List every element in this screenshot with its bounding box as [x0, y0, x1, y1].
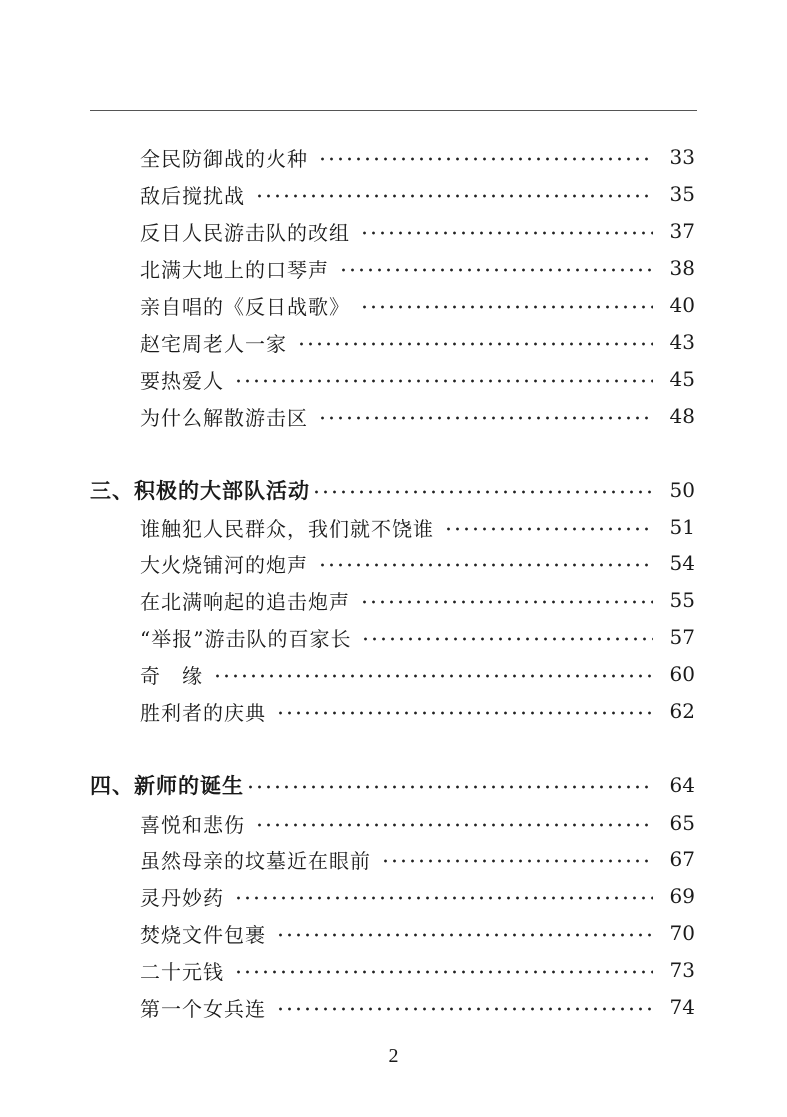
dot-leader: [312, 490, 653, 494]
toc-entry-page: 74: [669, 995, 695, 1019]
toc-entry[interactable]: [140, 992, 695, 1022]
toc-entry-title: 奇 缘: [140, 663, 203, 688]
toc-section-title: 四、新师的诞生: [90, 774, 244, 798]
toc-section-page: 64: [669, 773, 695, 797]
toc-entry-title: 敌后搅扰战: [140, 183, 245, 208]
toc-entry-title: 北满大地上的口琴声: [140, 257, 329, 282]
toc-section-heading[interactable]: [90, 475, 695, 505]
toc-entry[interactable]: [140, 179, 695, 209]
dot-leader: [361, 637, 653, 641]
dot-leader: [360, 600, 653, 604]
dot-leader: [234, 379, 653, 383]
toc-entry-page: 33: [669, 145, 695, 169]
toc-entry-page: 51: [669, 515, 695, 539]
dot-leader: [255, 823, 653, 827]
toc-entry-page: 69: [669, 884, 695, 908]
toc-entry-page: 55: [669, 588, 695, 612]
toc-entry[interactable]: [140, 918, 695, 948]
toc-entry-page: 70: [669, 921, 695, 945]
toc-entry-title: 为什么解散游击区: [140, 405, 308, 430]
toc-section-title: 三、积极的大部队活动: [90, 479, 310, 503]
toc-entry-title: 二十元钱: [140, 959, 224, 984]
toc-entry-page: 40: [669, 293, 695, 317]
dot-leader: [339, 268, 653, 272]
toc-entry-page: 65: [669, 811, 695, 835]
toc-entry-title: 全民防御战的火种: [140, 146, 308, 171]
toc-entry[interactable]: [140, 548, 695, 578]
toc-entry[interactable]: [140, 216, 695, 246]
toc-entry[interactable]: [140, 659, 695, 689]
dot-leader: [360, 231, 653, 235]
toc-entry-page: 48: [669, 404, 695, 428]
toc-entry-title: “举报”游击队的百家长: [140, 626, 352, 651]
toc-entry-page: 38: [669, 256, 695, 280]
dot-leader: [255, 194, 653, 198]
toc-entry-title: 胜利者的庆典: [140, 700, 266, 725]
toc-entry-page: 37: [669, 219, 695, 243]
dot-leader: [318, 563, 653, 567]
toc-entry-title: 第一个女兵连: [140, 996, 266, 1021]
toc-entry-title: 灵丹妙药: [140, 885, 224, 910]
toc-entry-title: 反日人民游击队的改组: [140, 220, 350, 245]
toc-entry-title: 赵宅周老人一家: [140, 331, 287, 356]
dot-leader: [234, 970, 653, 974]
dot-leader: [213, 674, 653, 678]
toc-entry[interactable]: [140, 696, 695, 726]
toc-entry-title: 虽然母亲的坟墓近在眼前: [140, 848, 371, 873]
toc-entry[interactable]: [140, 253, 695, 283]
toc-entry[interactable]: [140, 881, 695, 911]
toc-entry-title: 焚烧文件包裹: [140, 922, 266, 947]
toc-entry-page: 54: [669, 551, 695, 575]
toc-entry-page: 35: [669, 182, 695, 206]
toc-entry-page: 45: [669, 367, 695, 391]
toc-entry-page: 62: [669, 699, 695, 723]
dot-leader: [360, 305, 653, 309]
toc-entry[interactable]: [140, 327, 695, 357]
toc-section-heading[interactable]: [90, 770, 695, 800]
dot-leader: [276, 933, 653, 937]
toc-entry[interactable]: [140, 401, 695, 431]
dot-leader: [318, 416, 653, 420]
toc-entry-title: 亲自唱的《反日战歌》: [140, 294, 350, 319]
dot-leader: [318, 157, 653, 161]
toc-entry[interactable]: [140, 585, 695, 615]
toc-entry-title: 谁触犯人民群众，我们就不饶谁: [140, 516, 434, 541]
toc-entry[interactable]: [140, 808, 695, 838]
toc-entry[interactable]: [140, 290, 695, 320]
toc-entry-title: 在北满响起的追击炮声: [140, 589, 350, 614]
dot-leader: [297, 342, 653, 346]
toc-entry-page: 67: [669, 847, 695, 871]
dot-leader: [276, 1007, 653, 1011]
toc-entry[interactable]: [140, 512, 695, 542]
toc-entry[interactable]: [140, 364, 695, 394]
toc-entry[interactable]: [140, 622, 695, 652]
toc-entry[interactable]: [140, 844, 695, 874]
toc-section-page: 50: [669, 478, 695, 502]
toc-entry-page: 43: [669, 330, 695, 354]
toc-entry-title: 要热爱人: [140, 368, 224, 393]
toc-entry[interactable]: [140, 955, 695, 985]
toc-entry[interactable]: [140, 142, 695, 172]
dot-leader: [381, 859, 653, 863]
dot-leader: [246, 785, 653, 789]
toc-entry-page: 57: [669, 625, 695, 649]
dot-leader: [234, 896, 653, 900]
toc-entry-page: 60: [669, 662, 695, 686]
dot-leader: [444, 527, 653, 531]
toc-entry-title: 喜悦和悲伤: [140, 812, 245, 837]
toc-entry-page: 73: [669, 958, 695, 982]
dot-leader: [276, 711, 653, 715]
page-number: 2: [388, 1045, 399, 1067]
toc-entry-title: 大火烧铺河的炮声: [140, 552, 308, 577]
